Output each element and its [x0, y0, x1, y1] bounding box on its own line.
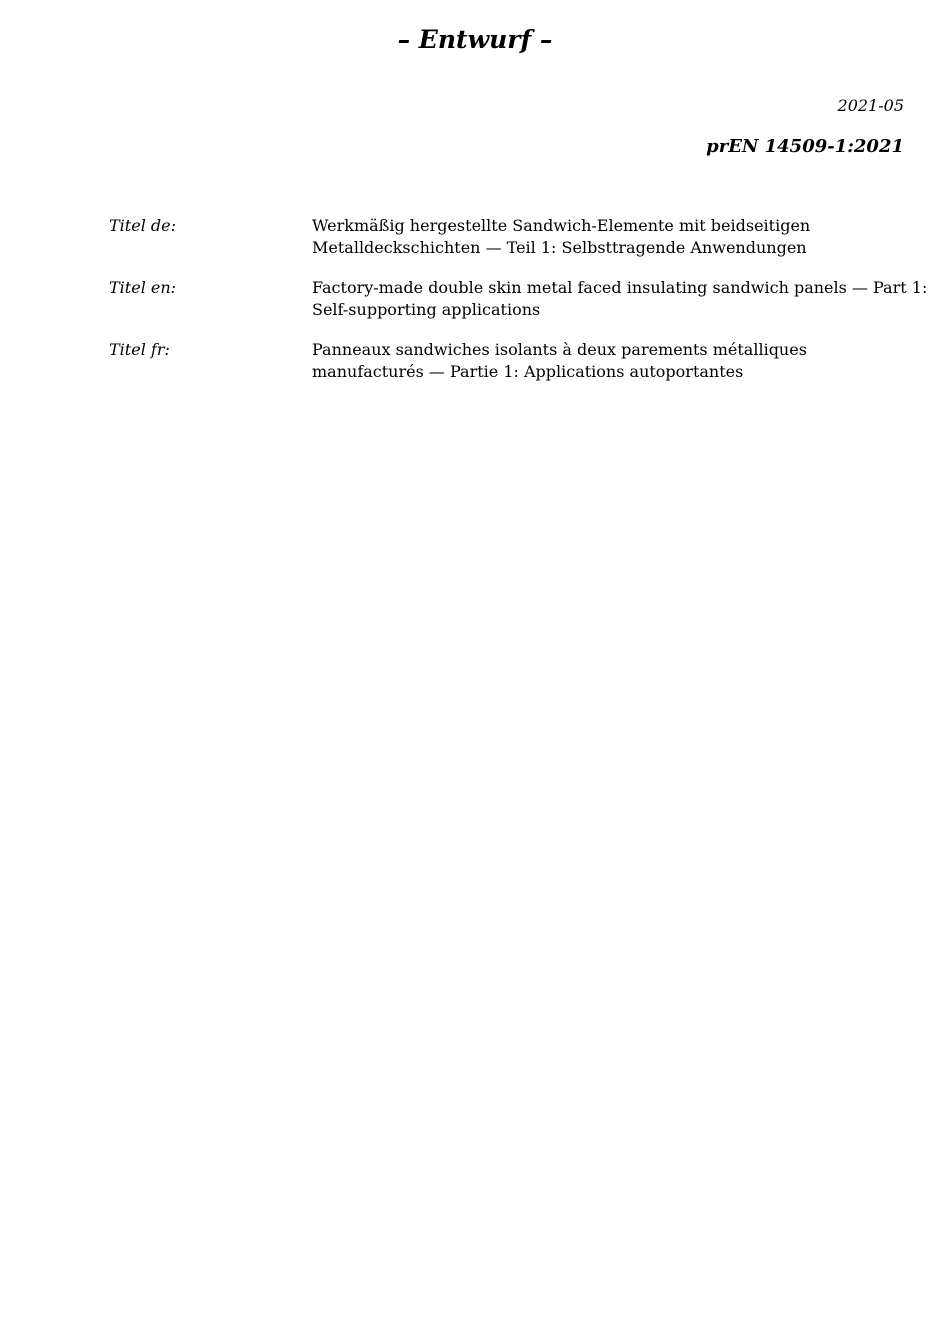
title-line: Werkmäßig hergestellte Sandwich-Elemente mit beidseitigen [312, 216, 811, 235]
title-text-de [312, 215, 904, 259]
draft-heading: – Entwurf – [397, 25, 553, 54]
title-text-fr [312, 339, 904, 383]
title-row-en [109, 277, 928, 321]
title-line: Panneaux sandwiches isolants à deux parements métalliques [312, 340, 807, 359]
title-line: Self-supporting applications [312, 300, 541, 319]
title-text-en [312, 277, 927, 321]
title-line: manufacturés — Partie 1: Applications autoportantes [312, 362, 744, 381]
title-row-de [109, 215, 904, 259]
title-line: Factory-made double skin metal faced insulating sandwich panels — Part 1: [312, 278, 928, 297]
title-label-de: Titel de: [109, 216, 176, 235]
title-row-fr [109, 339, 904, 383]
document-number: prEN 14509-1:2021 [706, 136, 904, 157]
titles-block [109, 215, 928, 401]
document-date: 2021-05 [837, 96, 904, 115]
title-line: Metalldeckschichten — Teil 1: Selbsttragende Anwendungen [312, 238, 807, 257]
title-label-fr: Titel fr: [109, 340, 170, 359]
title-label-en: Titel en: [109, 278, 177, 297]
